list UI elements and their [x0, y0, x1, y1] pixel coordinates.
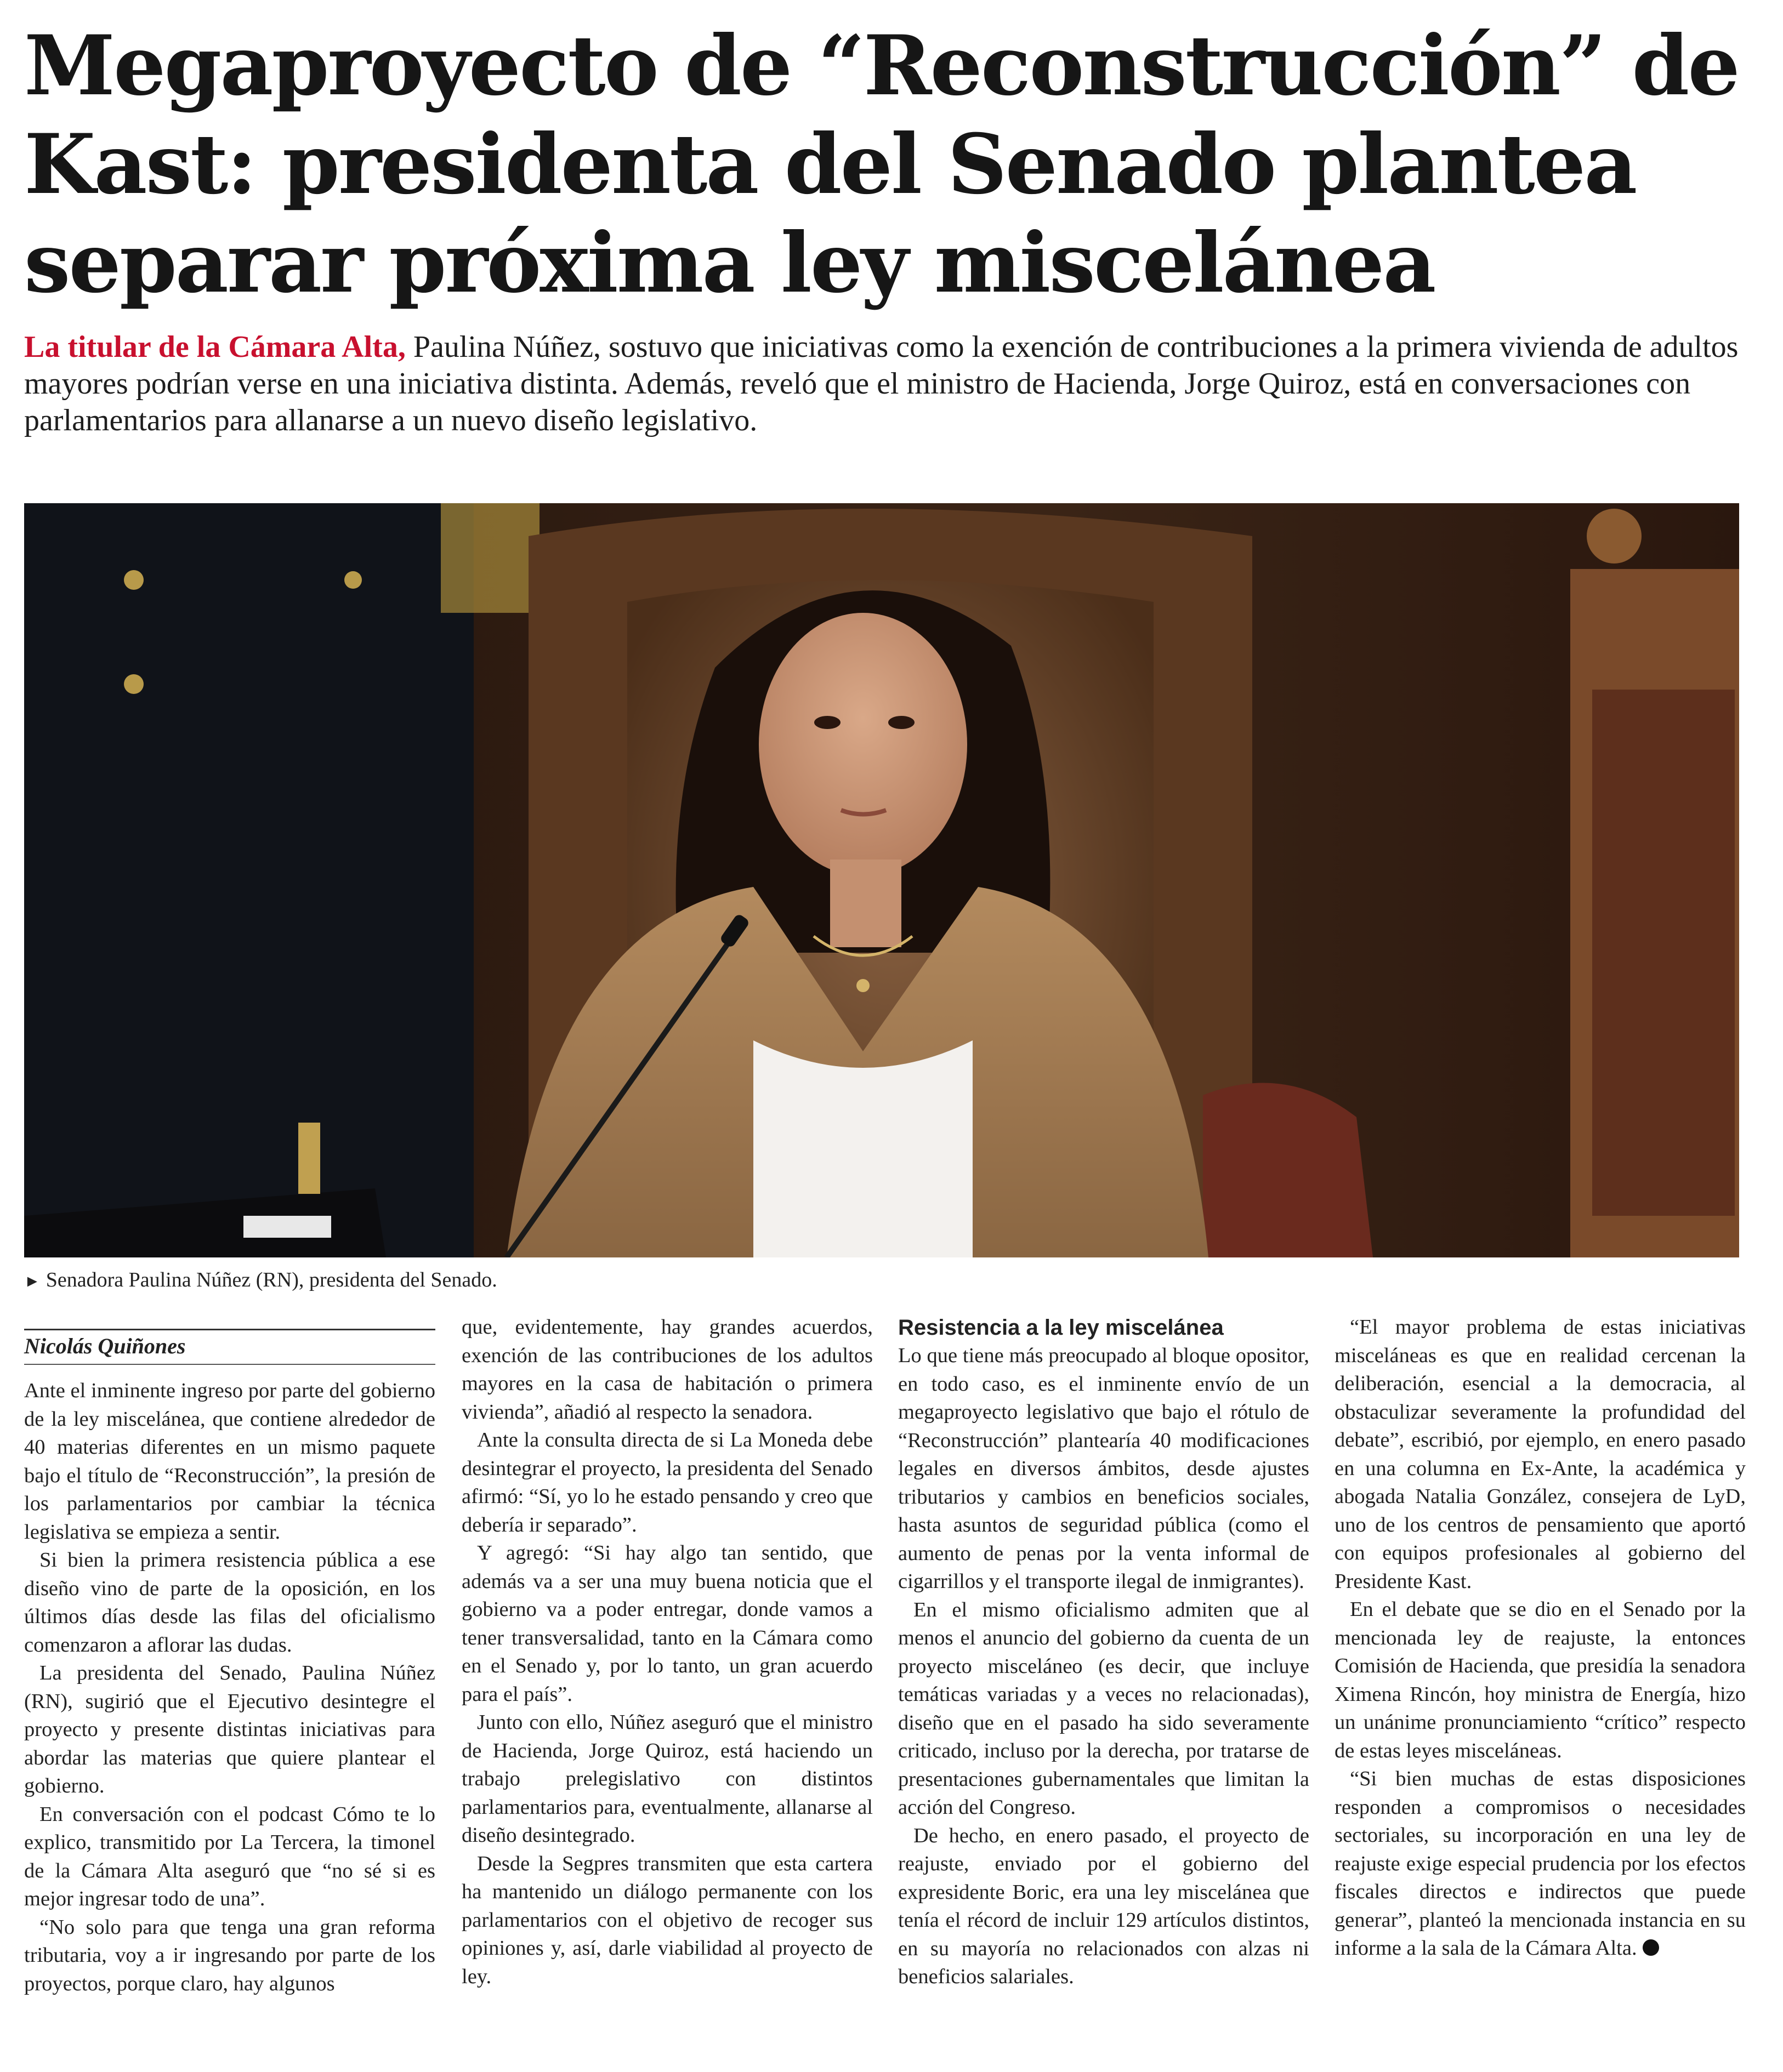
paragraph: La presidenta del Senado, Paulina Núñez (RN), sugirió que el Ejecutivo desintegre el proyecto y presente distintas iniciativas para abordar las materias que quiere plantear el gobierno. — [24, 1661, 435, 1797]
paragraph: De hecho, en enero pasado, el proyecto de reajuste, enviado por el gobierno del expresidente Boric, era una ley miscelánea que tenía el récord de incluir 129 artículos distintos, en su mayoría no relacionados con alzas ni beneficios salariales. — [898, 1824, 1309, 1988]
byline: Nicolás Quiñones — [24, 1334, 186, 1358]
article-column-4 — [1335, 1313, 1746, 1963]
paragraph: En conversación con el podcast Cómo te lo explico, transmitido por La Tercera, la timonel de la Cámara Alta aseguró que “no sé si es mejor ingresar todo de una”. — [24, 1802, 435, 1910]
caption-text: Senadora Paulina Núñez (RN), presidenta del Senado. — [46, 1268, 497, 1291]
paragraph: Desde la Segpres transmiten que esta cartera ha mantenido un diálogo permanente con los parlamentarios con el objetivo de recoger sus opiniones y, así, darle viabilidad al proyecto de ley. — [462, 1852, 873, 1988]
article-column-2 — [462, 1313, 873, 1991]
paragraph: Y agregó: “Si hay algo tan sentido, que además va a ser una muy buena noticia que el gobierno va a poder entregar, donde vamos a tener transversalidad, tanto en la Cámara como en el Senado y, por lo tanto, un gran acuerdo para el país”. — [462, 1541, 873, 1706]
end-of-article-icon — [1643, 1939, 1659, 1956]
paragraph: que, evidentemente, hay grandes acuerdos, exención de las contribuciones de los adultos mayores en la casa de habitación o primera vivienda”, añadió al respecto la senadora. — [462, 1316, 873, 1424]
paragraph: Ante la consulta directa de si La Moneda debe desintegrar el proyecto, la presidenta del Senado afirmó: “Sí, yo lo he estado pensando y creo que debería ir separado”. — [462, 1428, 873, 1536]
paragraph-text: “Si bien muchas de estas disposiciones responden a compromisos o necesidades sectoriales, su incorporación en una ley de reajuste exige especial prudencia por los efectos fiscales directos e indirectos que puede generar”, planteó la mencionada instancia en su informe a la sala de la Cámara Alta. — [1335, 1767, 1746, 1960]
byline-rule-top — [24, 1329, 435, 1330]
lead-paragraph — [24, 329, 1757, 439]
subheading: Resistencia a la ley miscelánea — [898, 1316, 1224, 1340]
paragraph: En el debate que se dio en el Senado por la mencionada ley de reajuste, la entonces Comisión de Hacienda, que presidía la senadora Ximena Rincón, hoy ministra de Energía, hizo un unánime pronunciamiento “crítico” respecto de estas leyes misceláneas. — [1335, 1598, 1746, 1762]
photo-caption — [24, 1266, 1739, 1295]
paragraph: “No solo para que tenga una gran reforma tributaria, voy a ir ingresando por parte de los proyectos, porque claro, hay algunos — [24, 1915, 435, 1995]
paragraph: Junto con ello, Núñez aseguró que el ministro de Hacienda, Jorge Quiroz, está haciendo un trabajo prelegislativo con distintos parlamentarios para, eventualmente, allanarse al diseño desintegrado. — [462, 1711, 873, 1847]
article-column-3 — [898, 1313, 1309, 1991]
lead-kicker: La titular de la Cámara Alta, — [24, 330, 406, 364]
article-photo — [24, 503, 1739, 1257]
paragraph: “El mayor problema de estas iniciativas misceláneas es que en realidad cercenan la deliberación, esencial a la democracia, al obstaculizar severamente la profundidad del debate”, escribió, por ejemplo, en enero pasado en una columna en Ex-Ante, la académica y abogada Natalia González, consejera de LyD, uno de los centros de pensamiento que aportó con equipos profesionales al gobierno del Presidente Kast. — [1335, 1316, 1746, 1593]
paragraph: Ante el inminente ingreso por parte del gobierno de la ley miscelánea, que contiene alrededor de 40 materias diferentes en un mismo paquete bajo el título de “Reconstrucción”, la presión de los parlamentarios por cambiar la técnica legislativa se empieza a sentir. — [24, 1379, 435, 1544]
caption-marker-icon: ► — [24, 1272, 41, 1290]
lead-text: Paulina Núñez, sostuvo que iniciativas como la exención de contribuciones a la primera vivienda de adultos mayores podrían verse en una iniciativa distinta. Además, reveló que el ministro de Hacienda, Jorge Quiroz, está en conversaciones con parlamentarios para allanarse a un nuevo diseño legislativo. — [24, 330, 1739, 437]
paragraph — [1335, 1765, 1746, 1963]
paragraph: Lo que tiene más preocupado al bloque opositor, en todo caso, es el inminente envío de un megaproyecto legislativo que bajo el rótulo de “Reconstrucción” plantearía 40 modificaciones legales en diversos ámbitos, desde ajustes tributarios y cambios en beneficios sociales, hasta asuntos de seguridad pública (como el aumento de penas por la venta informal de cigarrillos y el transporte ilegal de inmigrantes). — [898, 1344, 1309, 1593]
senator-portrait-image — [24, 503, 1739, 1257]
article-column-1 — [24, 1377, 435, 1998]
headline: Megaproyecto de “Reconstrucción” de Kast: presidenta del Senado plantea separar próxima ley miscelánea — [24, 18, 1739, 311]
paragraph: En el mismo oficialismo admiten que al menos el anuncio del gobierno da cuenta de un proyecto misceláneo (es decir, que incluye temáticas variadas y a veces no relacionadas), diseño que en el pasado ha sido severamente criticado, incluso por la derecha, por tratarse de presentaciones gubernamentales que limitan la acción del Congreso. — [898, 1598, 1309, 1819]
paragraph: Si bien la primera resistencia pública a ese diseño vino de parte de la oposición, en los últimos días desde las filas del oficialismo comenzaron a aflorar las dudas. — [24, 1549, 435, 1657]
byline-rule-bottom — [24, 1364, 435, 1365]
